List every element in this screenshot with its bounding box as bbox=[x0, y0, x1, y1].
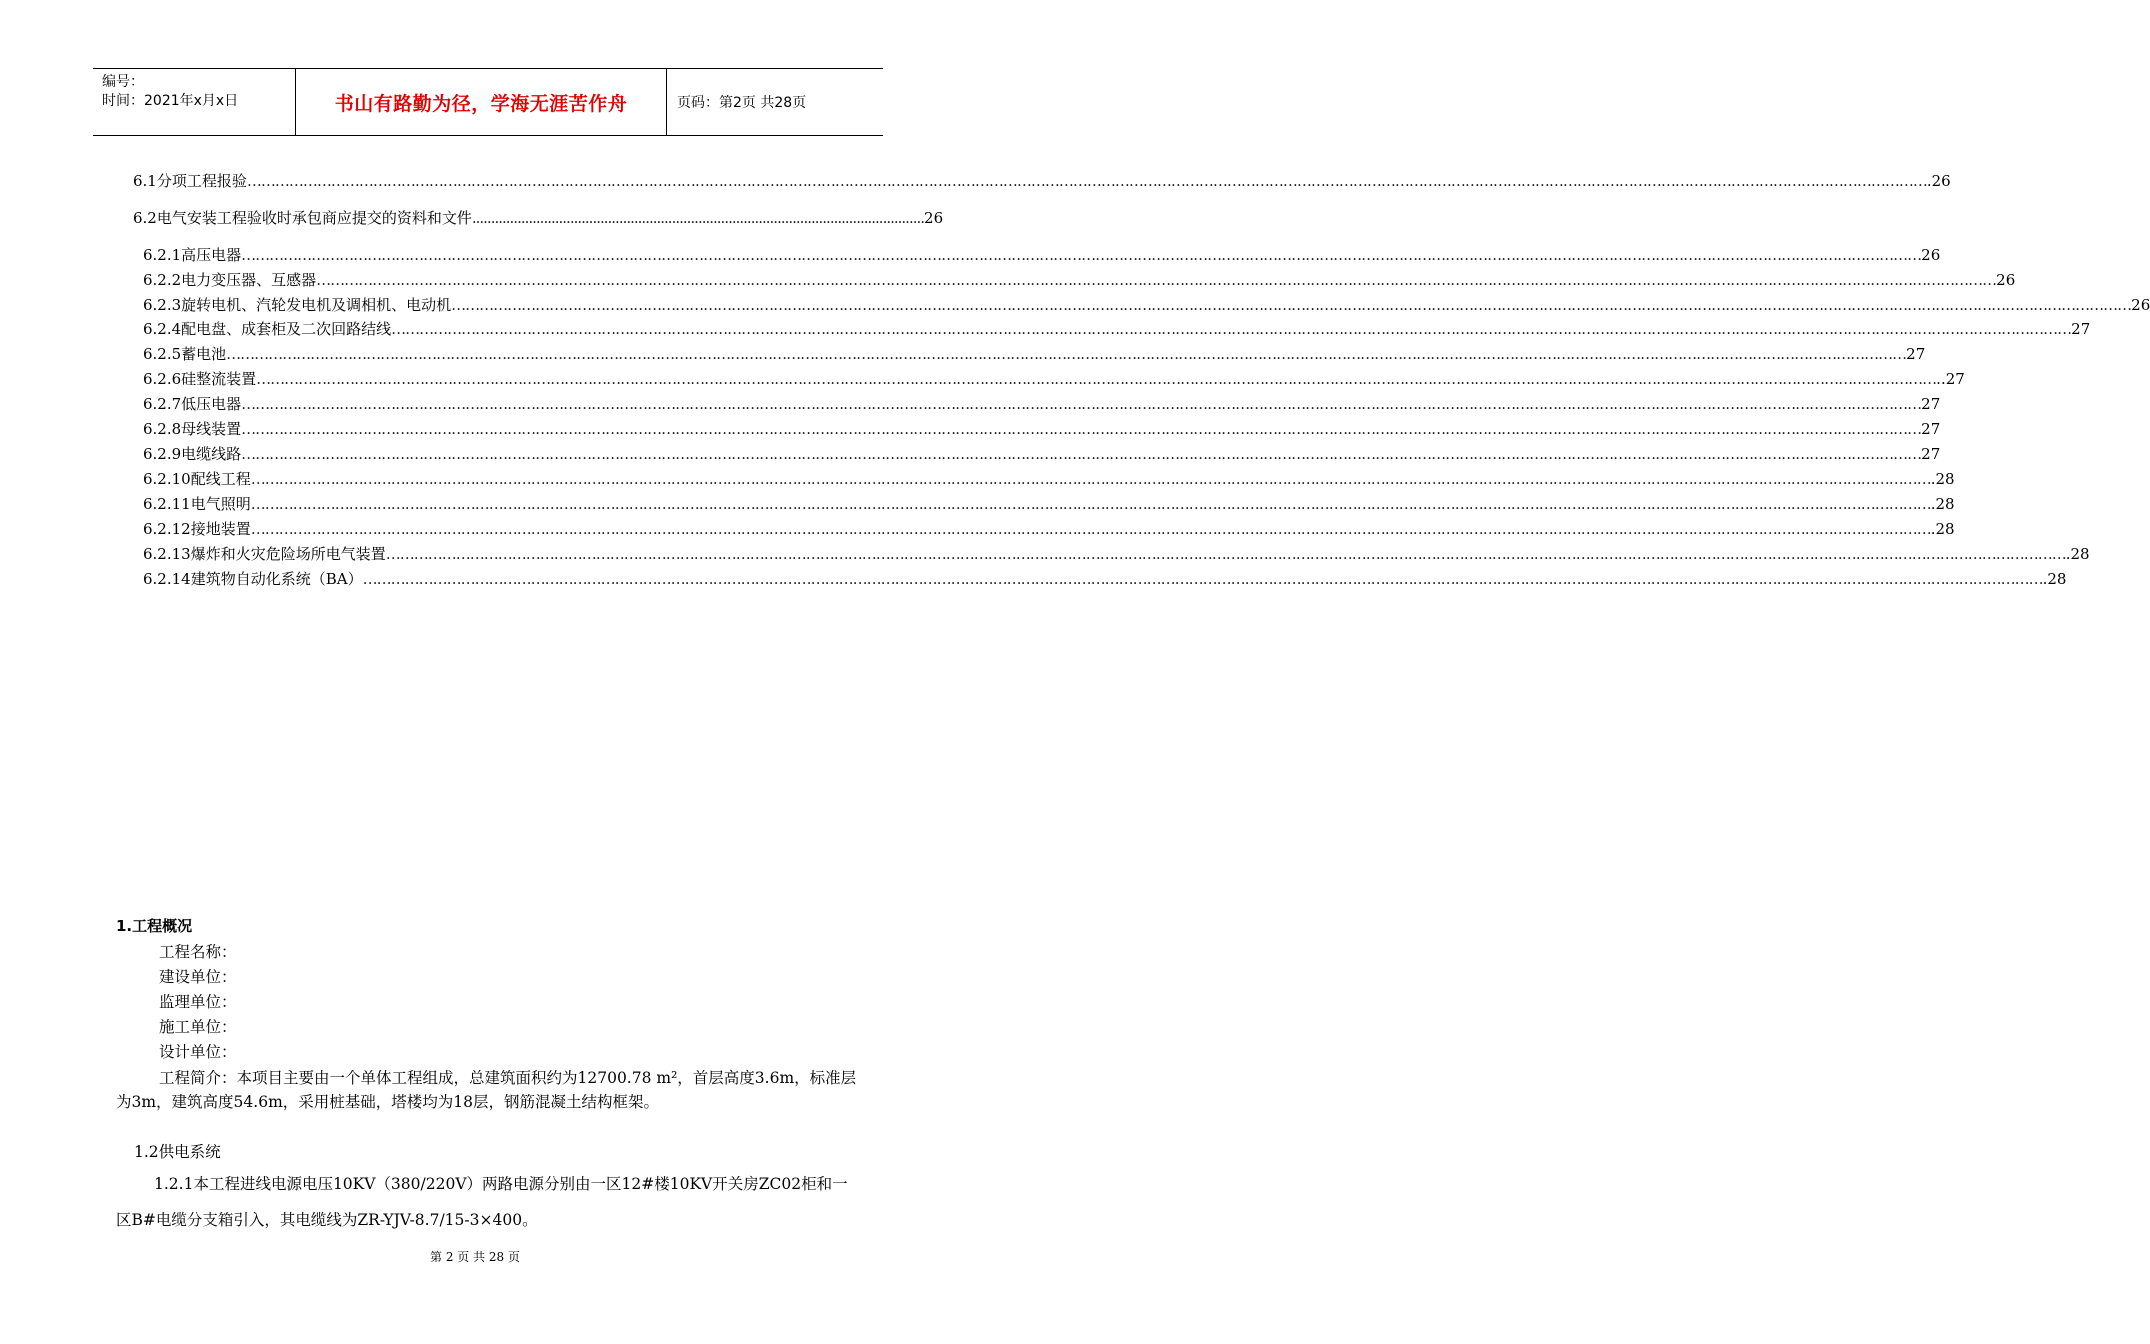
page-header bbox=[93, 68, 883, 136]
toc-entry-page: .28 bbox=[2065, 545, 2090, 563]
page-footer: 第 2 页 共 28 页 bbox=[430, 1250, 520, 1264]
toc-leader-dots: ……………………………………………………………………………………………………………………………………………………………………………………………………………………………………………………………………………………………………………………………… bbox=[451, 296, 2132, 314]
toc-entry bbox=[143, 344, 1926, 364]
toc-entry bbox=[143, 469, 1955, 489]
toc-entry-title: 6.2.1高压电器 bbox=[143, 246, 242, 264]
project-field-label: 建设单位： bbox=[159, 968, 237, 986]
toc-entry-page: 27 bbox=[2071, 320, 2091, 338]
toc-entry bbox=[143, 519, 1955, 539]
toc-leader-dots: ........................................................................................................................ bbox=[471, 209, 925, 227]
power-supply-paragraph: 1.2.1本工程进线电源电压10KV（380/220V）两路电源分别由一区12#楼10KV开关房ZC02柜和一区B#电缆分支箱引入，其电缆线为ZR-YJV-8.7/15-3×400。 bbox=[116, 1175, 848, 1229]
toc-entry bbox=[143, 494, 1955, 514]
toc-entry bbox=[143, 369, 1965, 389]
toc-entry-page: 27 bbox=[1921, 445, 1941, 463]
toc-leader-dots: ……………………………………………………………………………………………………………………………………………………………………………………………………………………………………………………………………………………………………………………………… bbox=[241, 420, 1922, 438]
toc-leader-dots: ……………………………………………………………………………………………………………………………………………………………………………………………………………………………………………………………………………………………………………………………… bbox=[241, 395, 1922, 413]
toc-entry bbox=[143, 444, 1941, 464]
toc-entry-title: 6.2.10配线工程 bbox=[143, 470, 251, 488]
toc-entry-page: .28 bbox=[2042, 570, 2067, 588]
toc-entry-title: 6.2.9电缆线路 bbox=[143, 445, 242, 463]
toc-entry bbox=[143, 245, 1941, 265]
project-field-label: 工程名称： bbox=[159, 943, 237, 961]
toc-entry-title: 6.2.6硅整流装置 bbox=[143, 370, 257, 388]
toc-entry bbox=[143, 569, 2067, 589]
toc-entry-page: ..27 bbox=[1936, 370, 1965, 388]
toc-entry bbox=[143, 295, 2150, 315]
toc-leader-dots: ……………………………………………………………………………………………………………………………………………………………………………………………………………………………………………………………………………………………………………………………… bbox=[250, 470, 1931, 488]
toc-entry-page: 26 bbox=[2131, 296, 2150, 314]
toc-entry-title: 6.2.4配电盘、成套柜及二次回路结线 bbox=[143, 320, 392, 338]
toc-entry-page: 26 bbox=[1921, 246, 1941, 264]
toc-entry-page: .26 bbox=[1926, 172, 1951, 190]
section-heading: 1.工程概况 bbox=[116, 917, 193, 935]
toc-leader-dots: ……………………………………………………………………………………………………………………………………………………………………………………………………………………………………………………………………………………………………………………………… bbox=[250, 520, 1931, 538]
toc-entry bbox=[133, 208, 944, 228]
toc-leader-dots: ……………………………………………………………………………………………………………………………………………………………………………………………………………………………………………………………………………………………………………………………… bbox=[250, 495, 1931, 513]
toc-leader-dots: ……………………………………………………………………………………………………………………………………………………………………………………………………………………………………………………………………………………………………………………………… bbox=[256, 370, 1937, 388]
toc-entry-title: 6.2.2电力变压器、互感器 bbox=[143, 271, 317, 289]
toc-leader-dots: ……………………………………………………………………………………………………………………………………………………………………………………………………………………………………………………………………………………………………………………………… bbox=[241, 246, 1922, 264]
toc-entry bbox=[143, 319, 2091, 339]
project-field-label: 监理单位： bbox=[159, 993, 237, 1011]
sub-heading-power-supply: 1.2供电系统 bbox=[134, 1143, 221, 1161]
toc-entry-page: .28 bbox=[1930, 495, 1955, 513]
toc-leader-dots: ……………………………………………………………………………………………………………………………………………………………………………………………………………………………………………………………………………………………………………………………… bbox=[226, 345, 1907, 363]
toc-entry-title: 6.2.3旋转电机、汽轮发电机及调相机、电动机 bbox=[143, 296, 452, 314]
toc-entry-page: 26 bbox=[1996, 271, 2016, 289]
toc-entry bbox=[143, 270, 2016, 290]
toc-leader-dots: ……………………………………………………………………………………………………………………………………………………………………………………………………………………………………………………………………………………………………………………………… bbox=[362, 570, 2043, 588]
toc-entry-title: 6.2.12接地装置 bbox=[143, 520, 251, 538]
toc-entry-page: 26 bbox=[924, 209, 944, 227]
toc-leader-dots: ……………………………………………………………………………………………………………………………………………………………………………………………………………………………………………………………………………………………………………………………… bbox=[316, 271, 1997, 289]
toc-entry-page: .28 bbox=[1930, 470, 1955, 488]
toc-entry bbox=[133, 171, 1951, 191]
project-field-label: 设计单位： bbox=[159, 1043, 237, 1061]
toc-entry-title: 6.2.7低压电器 bbox=[143, 395, 242, 413]
header-meta bbox=[93, 69, 295, 135]
toc-entry-title: 6.2电气安装工程验收时承包商应提交的资料和文件 bbox=[133, 209, 472, 227]
header-number-label: 编号： bbox=[102, 74, 144, 90]
toc-entry-page: 27 bbox=[1921, 420, 1941, 438]
header-time-label: 时间：2021年x月x日 bbox=[102, 93, 239, 109]
toc-leader-dots: ……………………………………………………………………………………………………………………………………………………………………………………………………………………………………………………………………………………………………………………………… bbox=[246, 172, 1927, 190]
toc-entry-title: 6.2.11电气照明 bbox=[143, 495, 251, 513]
toc-entry-page: .28 bbox=[1930, 520, 1955, 538]
toc-entry-title: 6.2.5蓄电池 bbox=[143, 345, 227, 363]
toc-entry-title: 6.2.8母线装置 bbox=[143, 420, 242, 438]
toc-entry-title: 6.2.13爆炸和火灾危险场所电气装置 bbox=[143, 545, 386, 563]
toc-entry-page: 27 bbox=[1921, 395, 1941, 413]
header-page-info: 页码：第2页 共28页 bbox=[677, 95, 807, 111]
toc-entry bbox=[143, 419, 1941, 439]
toc-leader-dots: ……………………………………………………………………………………………………………………………………………………………………………………………………………………………………………………………………………………………………………………………… bbox=[391, 320, 2072, 338]
toc-leader-dots: ……………………………………………………………………………………………………………………………………………………………………………………………………………………………………………………………………………………………………………………………… bbox=[385, 545, 2066, 563]
toc-leader-dots: ……………………………………………………………………………………………………………………………………………………………………………………………………………………………………………………………………………………………………………………………… bbox=[241, 445, 1922, 463]
project-intro: 工程简介：本项目主要由一个单体工程组成，总建筑面积约为12700.78 m²，首层高度3.6m，标准层为3m，建筑高度54.6m，采用桩基础，塔楼均为18层，钢筋混凝土结构框架。 bbox=[116, 1069, 857, 1111]
toc-entry-title: 6.2.14建筑物自动化系统（BA） bbox=[143, 570, 363, 588]
toc-entry-page: 27 bbox=[1906, 345, 1926, 363]
project-field-label: 施工单位： bbox=[159, 1018, 237, 1036]
toc-entry bbox=[143, 544, 2090, 564]
header-motto: 书山有路勤为径，学海无涯苦作舟 bbox=[295, 69, 667, 135]
toc-entry-title: 6.1分项工程报验 bbox=[133, 172, 247, 190]
toc-entry bbox=[143, 394, 1941, 414]
